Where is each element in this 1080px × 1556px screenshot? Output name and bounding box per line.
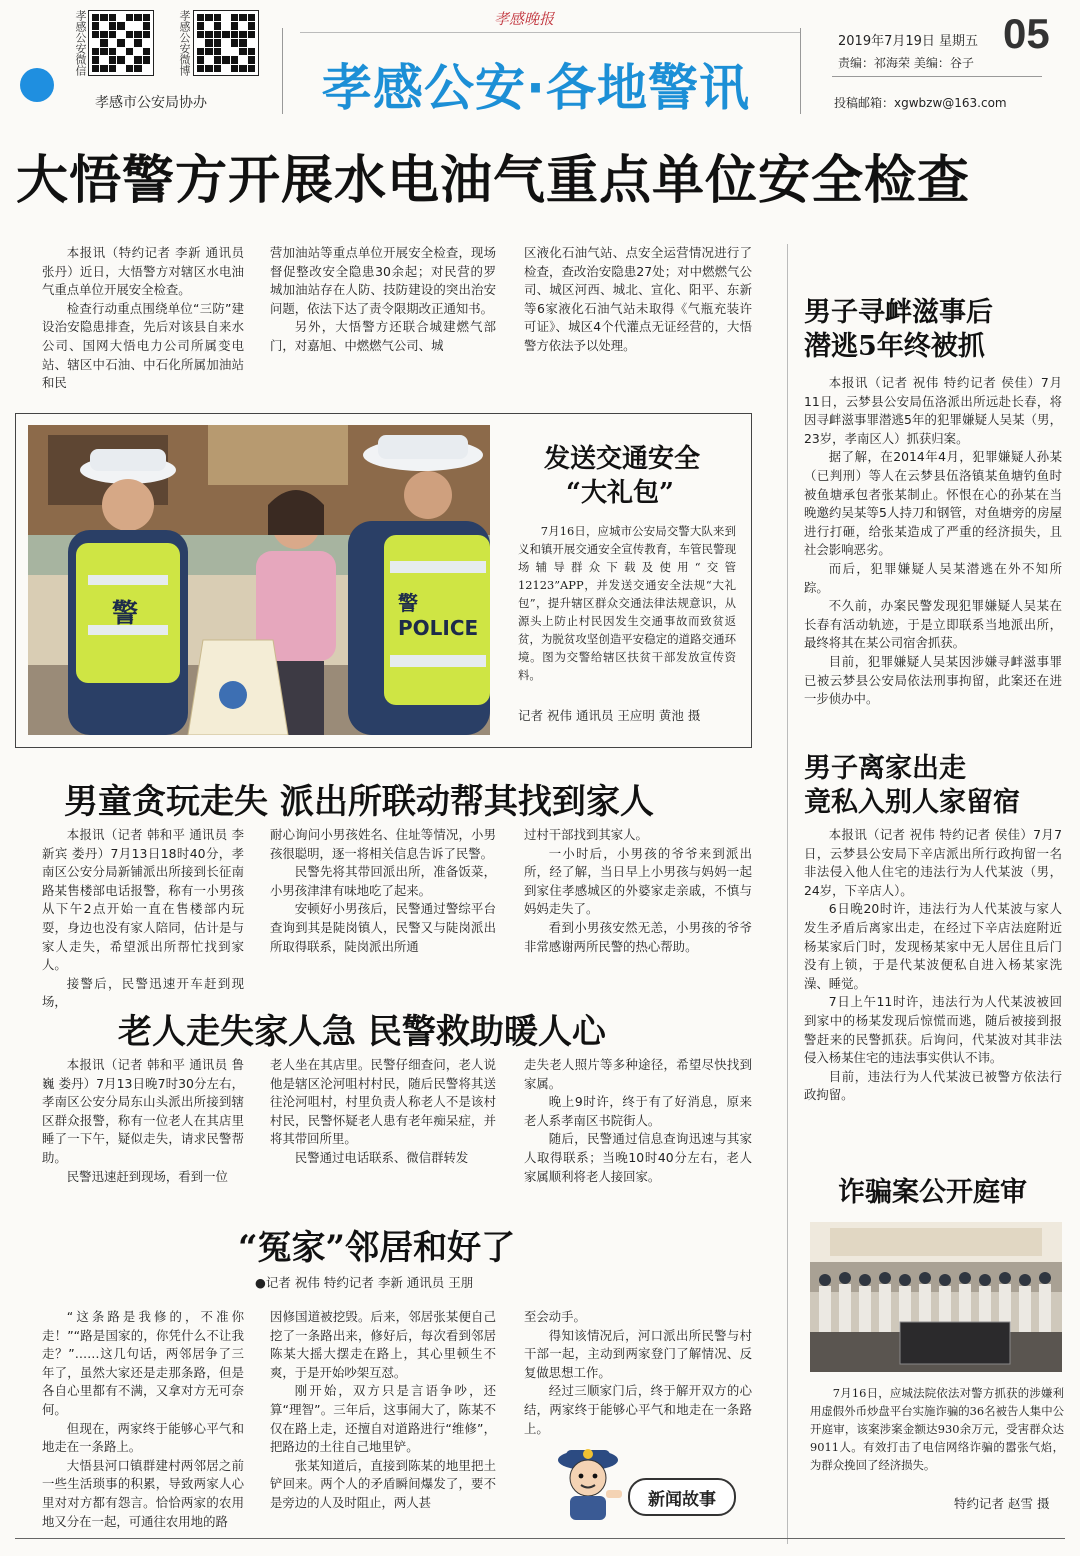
masthead-divider-right — [800, 28, 801, 114]
paper-logo: 孝感晚报 — [494, 10, 555, 28]
paragraph: 耐心询问小男孩姓名、住址等情况，小男孩很聪明，逐一将相关信息告诉了民警。 — [270, 827, 496, 861]
qr-code-weibo[interactable] — [193, 10, 259, 76]
trespass-body — [804, 826, 1062, 1105]
qr-caption-weibo: 孝感公安微博 — [178, 10, 191, 76]
paragraph: 老人坐在其店里。民警仔细查问，老人说他是辖区沦河咀村村民，随后民警将其送往沦河咀村，村里负责人称老人不是该村村民，民警怀疑老人患有老年痴呆症，并将其带回所里。 — [270, 1057, 496, 1147]
fight-headline-1: 男子寻衅滋事后 — [804, 297, 993, 328]
paragraph: 一小时后，小男孩的爷爷来到派出所，经了解，当日早上小男孩与妈妈一起到家住孝感城区的外婆家走亲戚，不慎与妈妈走失了。 — [524, 845, 752, 917]
traffic-police-photo — [28, 425, 490, 735]
vest-badge: 警 — [112, 599, 139, 629]
feud-byline: ●记者 祝伟 特约记者 李新 通讯员 王朋 — [255, 1275, 474, 1290]
fight-body — [804, 374, 1062, 709]
feud-col-3 — [524, 1308, 752, 1438]
paragraph: 另外，大悟警方还联合城建燃气部门，对嘉旭、中燃燃气公司、城 — [270, 319, 496, 353]
paragraph: 晚上9时许，终于有了好消息，原来老人系孝南区书院街人。 — [524, 1094, 752, 1128]
boy-col-1 — [42, 826, 244, 1012]
section-title: 孝感公安·各地警讯 — [322, 59, 750, 117]
lead-col-3 — [524, 244, 752, 356]
paragraph: 区液化石油气站、点安全运营情况进行了检查，查改治安隐患27处；对中燃燃气公司、城区河西、城北、宣化、阳平、东新等6家液化石油气站未取得《气瓶充装许可证》、城区4个代灌点无证经营的，大悟警方依法予以处理。 — [524, 245, 752, 353]
feud-story-headline: “冤家”邻居和好了 — [238, 1228, 516, 1268]
qr-caption-wechat: 孝感公安微信 — [74, 10, 87, 76]
paragraph: 但现在，两家终于能够心平气和地走在一条路上。 — [42, 1420, 244, 1455]
paragraph: 本报讯（特约记者 李新 通讯员 张丹）近日，大悟警方对辖区水电油气重点单位开展安全检查。 — [42, 245, 244, 298]
elder-col-2 — [270, 1056, 496, 1168]
trespass-headline-2: 竟私入别人家留宿 — [804, 787, 1020, 818]
vest-label: 警POLICE — [398, 591, 479, 640]
page-bottom-rule — [15, 1538, 1065, 1539]
courtroom-photo — [810, 1222, 1062, 1372]
feud-col-2 — [270, 1308, 496, 1513]
feud-col-1 — [42, 1308, 244, 1531]
paragraph: 而后，犯罪嫌疑人吴某潜逃在外不知所踪。 — [804, 560, 1062, 595]
caption-text: 7月16日，应城法院依法对警方抓获的涉嫌利用虚假外币炒盘平台实施诈骗的36名被告人集中公开庭审，该案涉案金额达930余万元，受害群众达9011人。有效打击了电信网络诈骗的嚣张气焰，为群众挽回了经济损失。 — [810, 1386, 1064, 1472]
paragraph: 安顿好小男孩后，民警通过警综平台查询到其是陡岗镇人，民警又与陡岗派出所取得联系，陡岗派出所通 — [270, 901, 496, 954]
paragraph: 6日晚20时许，违法行为人代某波与家人发生矛盾后离家出走，在经过下辛店法庭附近杨某家后门时，发现杨某家中无人居住且后门没有上锁，于是代某波便私自进入杨某家洗澡、睡觉。 — [804, 901, 1062, 991]
paragraph: 本报讯（记者 韩和平 通讯员 鲁巍 娄丹）7月13日晚7时30分左右，孝南区公安分局东山头派出所接到辖区群众报警，称有一位老人在其店里睡了一下午，疑似走失，请求民警帮助。 — [42, 1057, 244, 1165]
submission-email[interactable]: 投稿邮箱：xgwbzw@163.com — [834, 96, 1007, 110]
paragraph: 民警先将其带回派出所，准备饭菜，小男孩津津有味地吃了起来。 — [270, 864, 496, 898]
paragraph: 本报讯（记者 祝伟 特约记者 侯佳）7月7日，云梦县公安局下辛店派出所行政拘留一名非法侵入他人住宅的违法行为人代某波（男，24岁，下辛店人）。 — [804, 827, 1062, 898]
fight-headline-2: 潜逃5年终被抓 — [804, 331, 985, 362]
page-number: 05 — [1003, 10, 1050, 57]
news-story-tag: 新闻故事 — [628, 1478, 736, 1516]
elder-col-1 — [42, 1056, 244, 1186]
paragraph: 大悟县河口镇群建村两邻居之前一些生活琐事的积累，导致两家人心里对对方都有怨言。恰恰两家的农用地又分在一起，可通往农用地的路 — [42, 1457, 244, 1529]
paragraph: 因修国道被挖毁。后来，邻居张某便自己挖了一条路出来，修好后，每次看到邻居陈某大摇大摆走在路上，其心里顿生不爽，于是开始吵架互怼。 — [270, 1309, 496, 1380]
paragraph: 据了解，在2014年4月，犯罪嫌疑人孙某（已判刑）等人在云梦县伍洛镇某鱼塘钓鱼时被鱼塘承包者张某制止。怀恨在心的孙某在当晚邀约吴某等5人持刀和钢管，对鱼塘旁的房屋进行打砸，给张某造成了严重的经济损失，且社会影响恶劣。 — [804, 449, 1062, 558]
boy-col-3 — [524, 826, 752, 956]
paragraph: 得知该情况后，河口派出所民警与村干部一起，主动到两家登门了解情况、反复做思想工作。 — [524, 1327, 752, 1380]
paragraph: 民警迅速赶到现场，看到一位 — [66, 1168, 228, 1184]
paragraph: 本报讯（记者 祝伟 特约记者 侯佳）7月11日，云梦县公安局伍洛派出所远赴长春，将因寻衅滋事罪潜逃5年的犯罪嫌疑人吴某（男，23岁，孝南区人）抓获归案。 — [804, 375, 1062, 446]
trespass-headline-1: 男子离家出走 — [804, 753, 966, 784]
boy-col-2 — [270, 826, 496, 956]
paragraph: 经过三顺家门后，终于解开双方的心结，两家终于能够心平气和地走在一条路上。 — [524, 1383, 752, 1436]
paragraph: 民警通过电话联系、微信群转发 — [294, 1149, 469, 1165]
paragraph: “这条路是我修的，不准你走！”“路是国家的，你凭什么不让我走？”……这几句话，两邻居争了三年了，虽然大家还是走那条路，但是各自心里都有不满，又拿对方无可奈何。 — [42, 1309, 244, 1417]
co-organizer: 孝感市公安局协办 — [95, 95, 207, 111]
paragraph: 本报讯（记者 韩和平 通讯员 李新宾 娄丹）7月13日18时40分，孝南区公安分局新铺派出所接到长征南路某售楼部电话报警，称有一小男孩从下午2点开始一直在售楼部内玩耍，身边也没有家人陪同，估计是与家人走失，希望派出所帮忙找到家人。 — [42, 827, 244, 973]
paragraph: 至会动手。 — [524, 1309, 586, 1324]
photo-story-title-2: “大礼包” — [566, 478, 674, 508]
editor-credits: 责编：祁海荣 美编：谷子 — [838, 56, 974, 70]
paragraph: 看到小男孩安然无恙，小男孩的爷爷非常感谢两所民警的热心帮助。 — [524, 919, 752, 954]
paragraph: 检查行动重点围绕单位“三防”建设治安隐患排查，先后对该县自来水公司、国网大悟电力公司所属变电站、辖区中石油、中石化所属加油站和民 — [42, 300, 244, 391]
masthead-email-rule — [832, 76, 1042, 77]
paragraph: 不久前，办案民警发现犯罪嫌疑人吴某在长春有活动轨迹，于是立即联系当地派出所，最终将其在某公司宿舍抓获。 — [804, 598, 1062, 651]
trial-caption — [810, 1384, 1064, 1474]
lead-headline: 大悟警方开展水电油气重点单位安全检查 — [16, 150, 971, 211]
paragraph: 目前，违法行为人代某波已被警方依法行政拘留。 — [804, 1068, 1062, 1103]
paragraph: 过村干部找到其家人。 — [524, 827, 648, 842]
boy-story-headline: 男童贪玩走失 派出所联动帮其找到家人 — [64, 782, 654, 822]
lead-col-1 — [42, 244, 244, 393]
paragraph: 营加油站等重点单位开展安全检查，现场督促整改安全隐患30余起；对民营的罗城加油站存在人防、技防建设的突出治安问题，依法下达了责令限期改正通知书。 — [270, 245, 496, 316]
right-column-divider — [787, 244, 788, 1544]
trial-headline: 诈骗案公开庭审 — [838, 1177, 1027, 1208]
caption-text: 7月16日，应城市公安局交警大队来到义和镇开展交通安全宣传教育，车管民警现场辅导群众下载及使用“交管12123”APP，并发送交通安全法规“大礼包”，提升辖区群众交通法律法规意识，从源头上防止村民因发生交通事故而致贫返贫，为脱贫攻坚创造平安稳定的道路交通环境。图为交警给辖区扶贫干部发放宣传资料。 — [518, 524, 736, 682]
issue-date: 2019年7月19日 星期五 — [838, 34, 979, 49]
paragraph: 张某知道后，直接到陈某的地里把土铲回来。两个人的矛盾瞬间爆发了，要不是旁边的人及时阻止，两人甚 — [270, 1457, 496, 1510]
paragraph: 走失老人照片等多种途径，希望尽快找到家属。 — [524, 1057, 752, 1091]
photo-story-title-1: 发送交通安全 — [544, 444, 701, 474]
paragraph: 目前，犯罪嫌疑人吴某因涉嫌寻衅滋事罪已被云梦县公安局依法刑事拘留，此案还在进一步侦办中。 — [804, 653, 1062, 707]
trial-credit: 特约记者 赵雪 摄 — [954, 1496, 1050, 1511]
lead-col-2 — [270, 244, 496, 356]
elder-col-3 — [524, 1056, 752, 1186]
paragraph: 7日上午11时许，违法行为人代某波被回到家中的杨某发现后惊慌而逃，随后被接到报警赶来的民警抓获。后询问，代某波对其非法侵入杨某住宅的违法事实供认不讳。 — [804, 994, 1062, 1066]
paragraph: 随后，民警通过信息查询迅速与其家人取得联系；当晚10时40分左右，老人家属顺利将老人接回家。 — [524, 1131, 752, 1184]
masthead-divider — [282, 28, 283, 114]
qr-code-wechat[interactable] — [88, 10, 154, 76]
paragraph: 接警后，民警迅速开车赶到现场， — [42, 975, 244, 1010]
police-cartoon-icon — [548, 1440, 632, 1520]
paragraph: 刚开始，双方只是言语争吵，还算“理智”。三年后，这事闹大了，陈某不仅在路上走，还擅自对道路进行“维修”，把路边的土往自己地里铲。 — [270, 1383, 496, 1455]
elder-story-headline: 老人走失家人急 民警救助暖人心 — [118, 1012, 606, 1052]
masthead-rule — [300, 32, 800, 33]
section-dot-icon — [20, 68, 54, 102]
photo-story-credit: 记者 祝伟 通讯员 王应明 黄池 摄 — [518, 708, 701, 723]
photo-story-caption — [518, 522, 736, 684]
